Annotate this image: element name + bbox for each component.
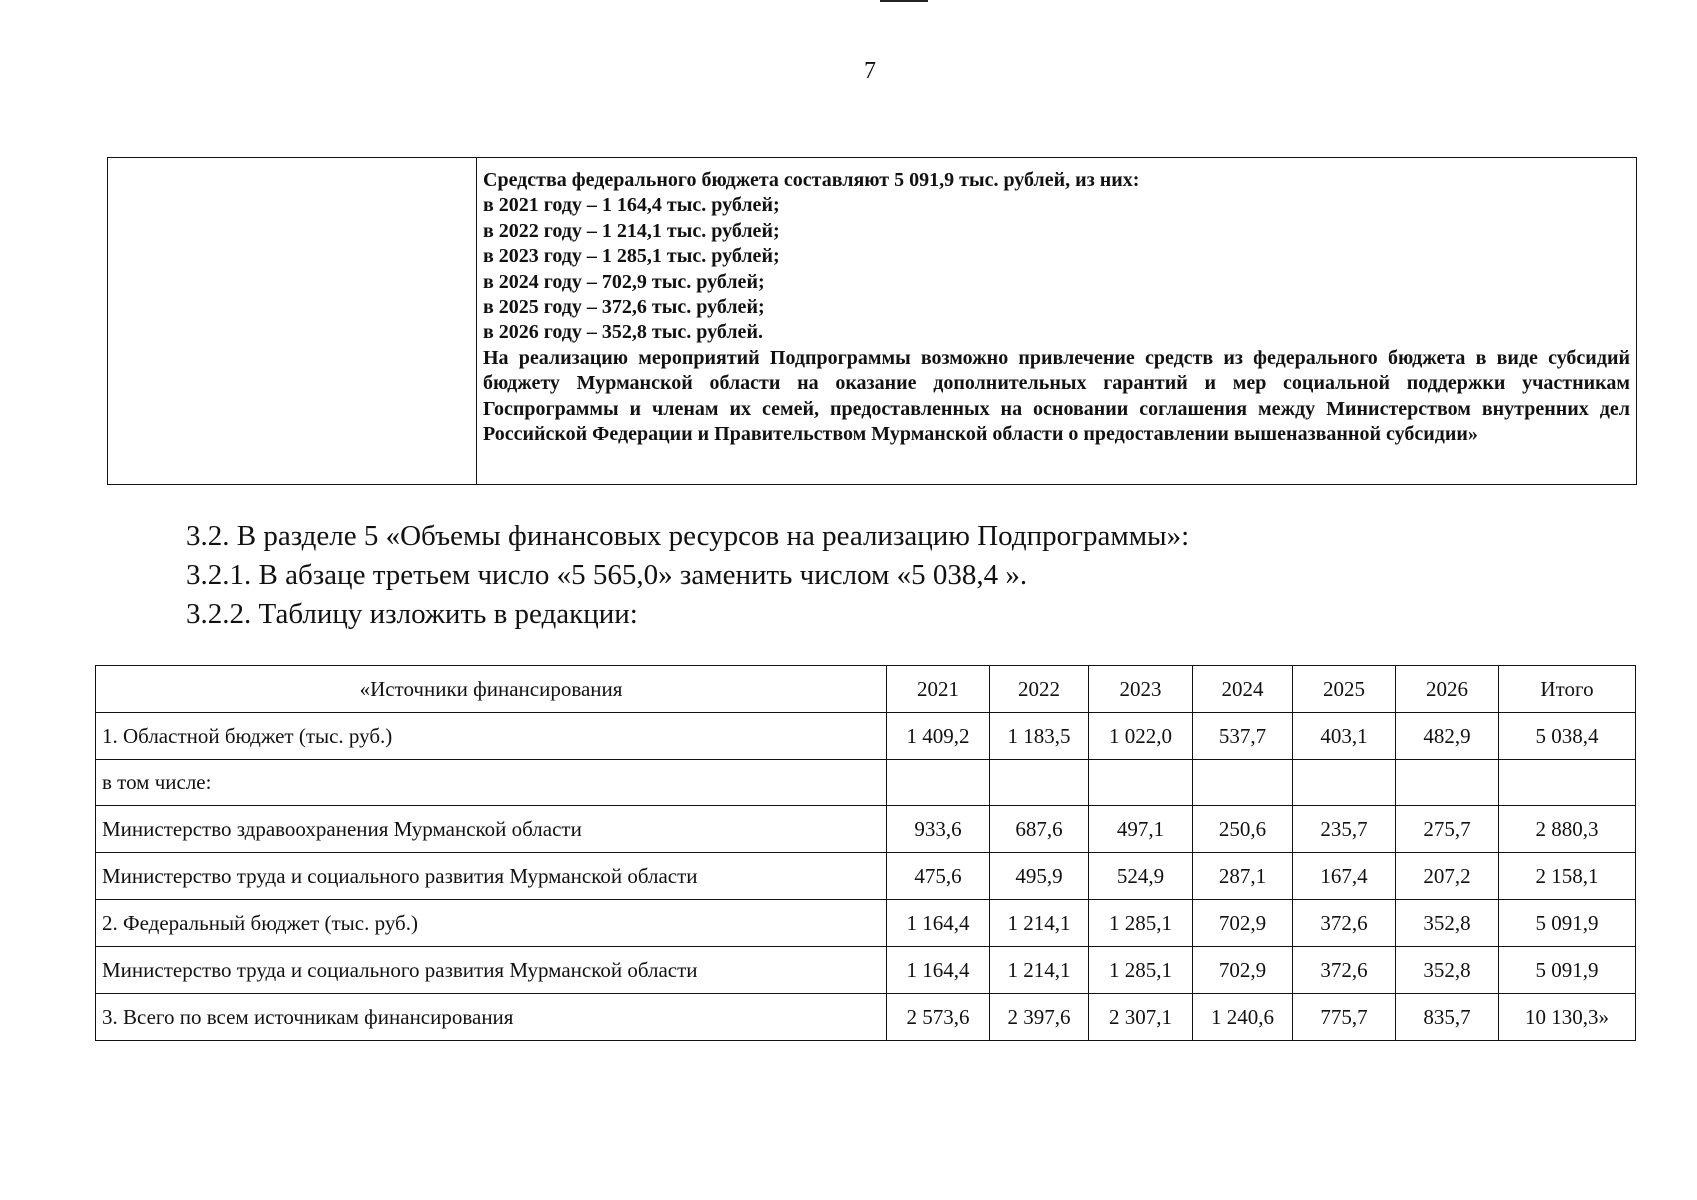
cell-total: 2 158,1 bbox=[1499, 853, 1636, 900]
summary-year-line: в 2022 году – 1 214,1 тыс. рублей; bbox=[483, 219, 780, 242]
top-scan-mark bbox=[880, 0, 928, 2]
cell-total: 5 091,9 bbox=[1499, 947, 1636, 994]
header-total: Итого bbox=[1499, 666, 1636, 713]
table-row bbox=[96, 994, 1636, 1041]
cell-2025: 235,7 bbox=[1293, 806, 1396, 853]
cell-2023: 524,9 bbox=[1089, 853, 1193, 900]
cell-2026: 352,8 bbox=[1396, 900, 1499, 947]
summary-year-line: в 2025 году – 372,6 тыс. рублей; bbox=[483, 296, 765, 319]
row-label: в том числе: bbox=[96, 760, 887, 806]
summary-text-cell bbox=[477, 158, 1637, 485]
cell-2025: 372,6 bbox=[1293, 947, 1396, 994]
row-label: Министерство труда и социального развития Мурманской области bbox=[96, 947, 887, 994]
cell-2024: 1 240,6 bbox=[1193, 994, 1293, 1041]
page-number: 7 bbox=[864, 58, 876, 84]
cell-2022: 2 397,6 bbox=[990, 994, 1089, 1041]
cell-2024: 702,9 bbox=[1193, 900, 1293, 947]
cell-2021 bbox=[887, 760, 990, 806]
cell-2021: 1 164,4 bbox=[887, 900, 990, 947]
cell-2025: 403,1 bbox=[1293, 713, 1396, 760]
cell-2021: 1 409,2 bbox=[887, 713, 990, 760]
cell-2022: 1 183,5 bbox=[990, 713, 1089, 760]
table-row bbox=[96, 760, 1636, 806]
cell-total bbox=[1499, 760, 1636, 806]
cell-total: 10 130,3» bbox=[1499, 994, 1636, 1041]
cell-2023: 2 307,1 bbox=[1089, 994, 1193, 1041]
cell-2024: 287,1 bbox=[1193, 853, 1293, 900]
cell-2021: 1 164,4 bbox=[887, 947, 990, 994]
cell-2024 bbox=[1193, 760, 1293, 806]
table-row bbox=[96, 947, 1636, 994]
cell-2021: 475,6 bbox=[887, 853, 990, 900]
cell-total: 5 038,4 bbox=[1499, 713, 1636, 760]
cell-2022: 1 214,1 bbox=[990, 900, 1089, 947]
header-year-2021: 2021 bbox=[887, 666, 990, 713]
cell-2026: 835,7 bbox=[1396, 994, 1499, 1041]
row-label: Министерство труда и социального развития Мурманской области bbox=[96, 853, 887, 900]
cell-2022: 687,6 bbox=[990, 806, 1089, 853]
header-year-2026: 2026 bbox=[1396, 666, 1499, 713]
cell-2025: 372,6 bbox=[1293, 900, 1396, 947]
summary-empty-cell bbox=[108, 158, 477, 485]
summary-year-line: в 2021 году – 1 164,4 тыс. рублей; bbox=[483, 194, 780, 217]
header-sources: «Источники финансирования bbox=[96, 666, 887, 713]
table-row bbox=[96, 900, 1636, 947]
cell-2022: 1 214,1 bbox=[990, 947, 1089, 994]
cell-2023: 1 285,1 bbox=[1089, 900, 1193, 947]
cell-2023: 1 285,1 bbox=[1089, 947, 1193, 994]
table-row bbox=[96, 713, 1636, 760]
table-row bbox=[96, 806, 1636, 853]
header-year-2025: 2025 bbox=[1293, 666, 1396, 713]
row-label: Министерство здравоохранения Мурманской области bbox=[96, 806, 887, 853]
cell-2026: 482,9 bbox=[1396, 713, 1499, 760]
amendment-line-3-2-2: 3.2.2. Таблицу изложить в редакции: bbox=[186, 598, 638, 630]
summary-year-line: в 2026 году – 352,8 тыс. рублей. bbox=[483, 321, 763, 344]
table-header-row bbox=[96, 666, 1636, 713]
summary-year-line: в 2023 году – 1 285,1 тыс. рублей; bbox=[483, 245, 780, 268]
cell-2024: 250,6 bbox=[1193, 806, 1293, 853]
summary-paragraph: На реализацию мероприятий Подпрограммы возможно привлечение средств из федерального бюджета в виде субсидий бюджету Мурманской области на оказание дополнительных гарантий и мер социальной поддержки участникам Госпрограммы и членам их семей, предоставленных на основании соглашения между Министерством внутренних дел Российской Федерации и Правительством Мурманской области о предоставлении вышеназванной субсидии» bbox=[483, 346, 1630, 446]
cell-2025 bbox=[1293, 760, 1396, 806]
funding-summary-table bbox=[107, 157, 1637, 485]
cell-2023 bbox=[1089, 760, 1193, 806]
cell-2024: 537,7 bbox=[1193, 713, 1293, 760]
amendment-line-3-2-1: 3.2.1. В абзаце третьем число «5 565,0» заменить числом «5 038,4 ». bbox=[186, 559, 1028, 591]
row-label: 2. Федеральный бюджет (тыс. руб.) bbox=[96, 900, 887, 947]
cell-2026: 207,2 bbox=[1396, 853, 1499, 900]
cell-2022 bbox=[990, 760, 1089, 806]
cell-2026: 275,7 bbox=[1396, 806, 1499, 853]
cell-2026 bbox=[1396, 760, 1499, 806]
summary-intro: Средства федерального бюджета составляют 5 091,9 тыс. рублей, из них: bbox=[483, 169, 1140, 191]
cell-2023: 497,1 bbox=[1089, 806, 1193, 853]
cell-2025: 167,4 bbox=[1293, 853, 1396, 900]
cell-total: 5 091,9 bbox=[1499, 900, 1636, 947]
funding-summary-row bbox=[108, 158, 1637, 485]
row-label: 3. Всего по всем источникам финансирования bbox=[96, 994, 887, 1041]
cell-2022: 495,9 bbox=[990, 853, 1089, 900]
cell-total: 2 880,3 bbox=[1499, 806, 1636, 853]
cell-2021: 2 573,6 bbox=[887, 994, 990, 1041]
summary-year-line: в 2024 году – 702,9 тыс. рублей; bbox=[483, 270, 765, 293]
cell-2023: 1 022,0 bbox=[1089, 713, 1193, 760]
header-year-2022: 2022 bbox=[990, 666, 1089, 713]
header-year-2024: 2024 bbox=[1193, 666, 1293, 713]
row-label: 1. Областной бюджет (тыс. руб.) bbox=[96, 713, 887, 760]
financing-sources-table bbox=[95, 665, 1636, 1041]
cell-2024: 702,9 bbox=[1193, 947, 1293, 994]
cell-2025: 775,7 bbox=[1293, 994, 1396, 1041]
amendment-line-3-2: 3.2. В разделе 5 «Объемы финансовых ресурсов на реализацию Подпрограммы»: bbox=[186, 520, 1190, 552]
cell-2026: 352,8 bbox=[1396, 947, 1499, 994]
cell-2021: 933,6 bbox=[887, 806, 990, 853]
header-year-2023: 2023 bbox=[1089, 666, 1193, 713]
table-row bbox=[96, 853, 1636, 900]
